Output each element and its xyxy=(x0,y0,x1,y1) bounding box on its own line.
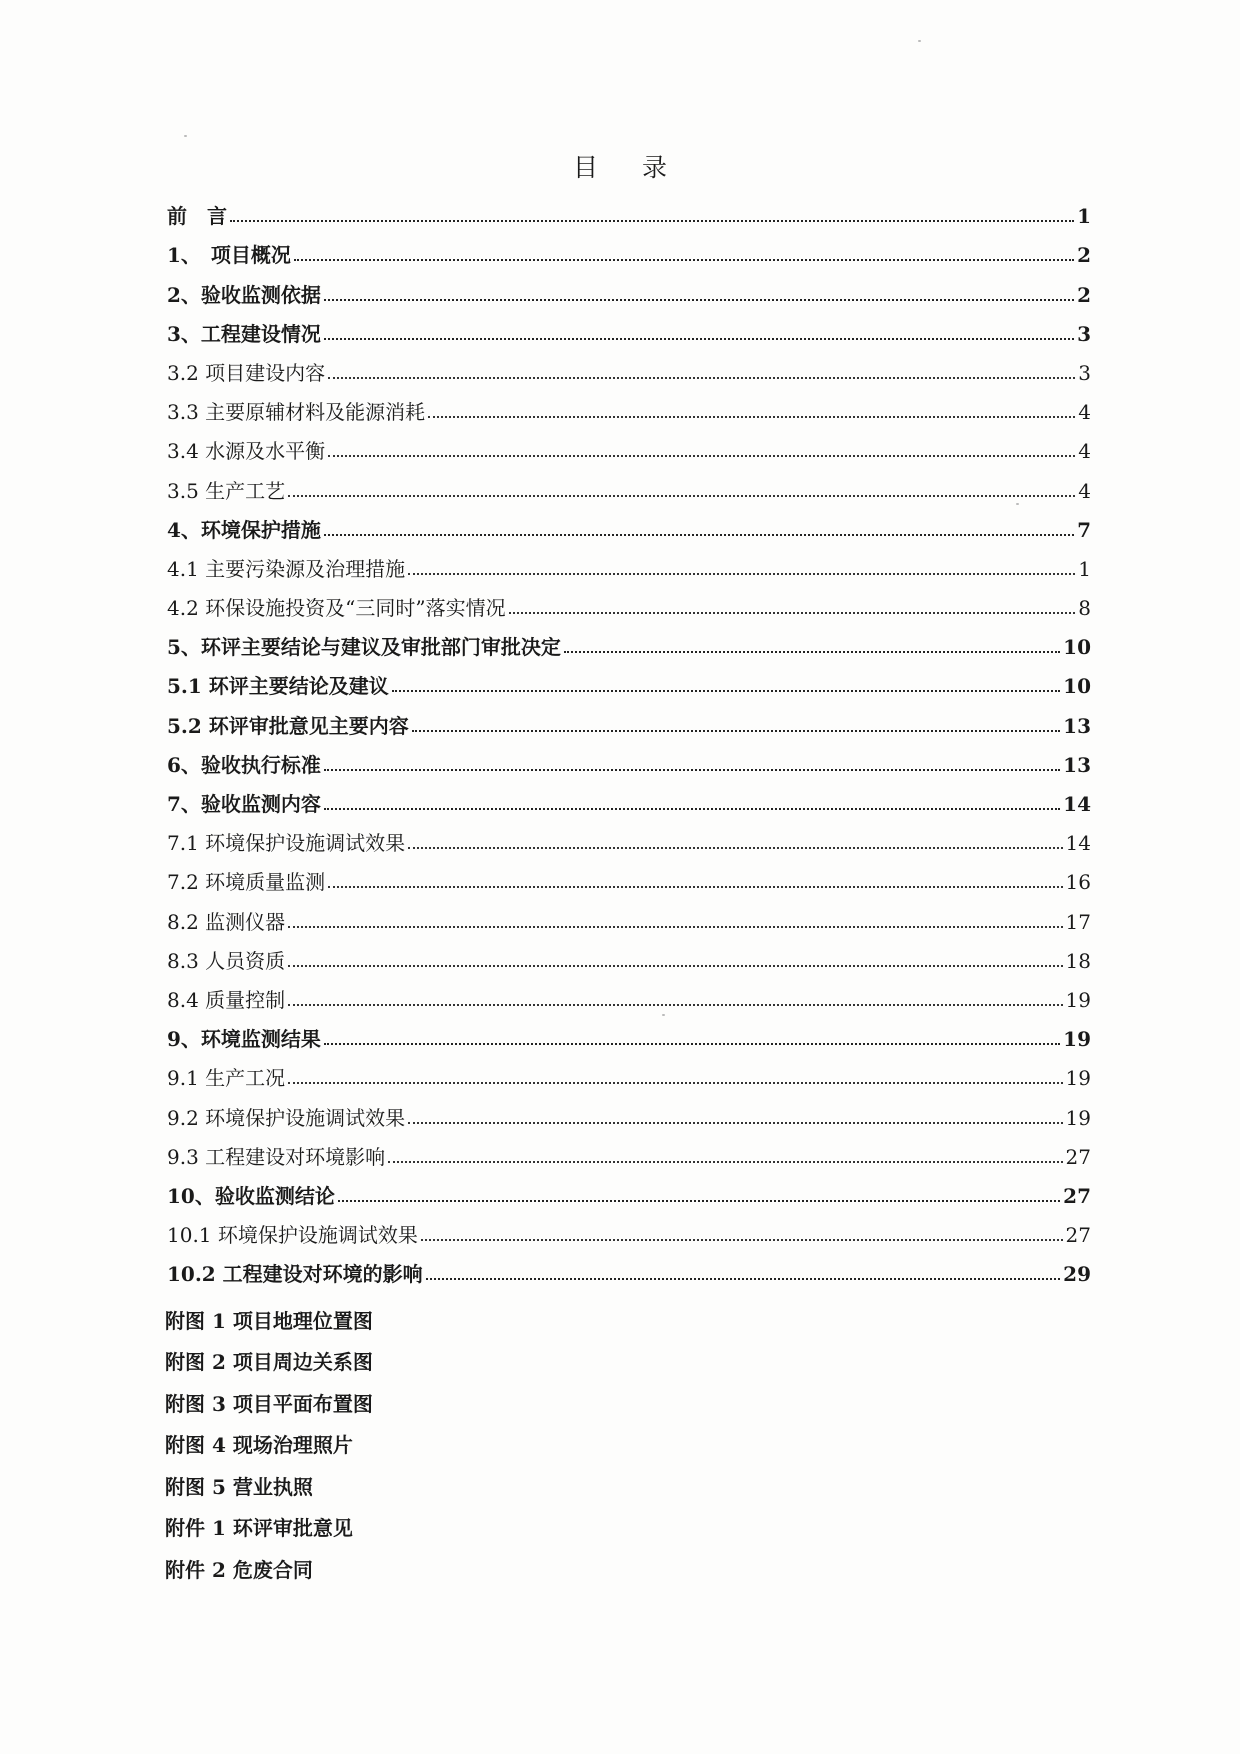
toc-entry-page: 1 xyxy=(1077,204,1091,229)
dot-leader xyxy=(408,573,1075,575)
toc-entry[interactable] xyxy=(167,425,1091,464)
dot-leader xyxy=(230,220,1074,222)
toc-entry-label: 8.4 质量控制 xyxy=(167,987,286,1012)
dot-leader xyxy=(564,651,1060,653)
dot-leader xyxy=(288,1082,1062,1084)
toc-entry-label: 1、 项目概况 xyxy=(167,243,291,268)
appendix-item[interactable]: 附件 1 环评审批意见 xyxy=(165,1516,353,1540)
toc-entry-label: 9.1 生产工况 xyxy=(167,1066,286,1091)
toc-entry-label: 4.2 环保设施投资及“三同时”落实情况 xyxy=(167,596,506,621)
toc-entry[interactable] xyxy=(167,1209,1091,1248)
dot-leader xyxy=(328,377,1075,379)
toc-entry[interactable] xyxy=(167,739,1091,778)
dot-leader xyxy=(324,534,1074,536)
toc-entry-page: 29 xyxy=(1063,1262,1091,1287)
scan-speck xyxy=(1016,503,1019,505)
toc-entry[interactable] xyxy=(167,935,1091,974)
appendix-item[interactable]: 附图 5 营业执照 xyxy=(165,1474,313,1499)
toc-entry[interactable] xyxy=(167,1052,1091,1091)
dot-leader xyxy=(288,1004,1062,1006)
toc-entry-label: 6、验收执行标准 xyxy=(167,752,321,777)
dot-leader xyxy=(408,847,1062,849)
toc-entry-page: 27 xyxy=(1063,1183,1091,1208)
toc-entry-page: 27 xyxy=(1065,1223,1091,1248)
toc-entry-label: 4.1 主要污染源及治理措施 xyxy=(167,556,406,581)
dot-leader xyxy=(421,1239,1063,1241)
appendix-item[interactable]: 附图 2 项目周边关系图 xyxy=(165,1350,373,1374)
toc-entry-page: 13 xyxy=(1063,752,1091,777)
toc-entry-page: 14 xyxy=(1063,792,1091,816)
toc-entry-label: 10.1 环境保护设施调试效果 xyxy=(167,1223,418,1248)
toc-entry[interactable] xyxy=(167,504,1091,543)
toc-entry-label: 9.2 环境保护设施调试效果 xyxy=(167,1105,406,1130)
dot-leader xyxy=(324,769,1060,771)
scan-speck xyxy=(184,135,187,137)
toc-entry[interactable] xyxy=(167,190,1091,229)
toc-entry-label: 2、验收监测依据 xyxy=(167,282,321,307)
toc-entry-page: 18 xyxy=(1065,948,1091,973)
dot-leader xyxy=(328,886,1062,888)
toc-entry[interactable] xyxy=(167,464,1091,503)
dot-leader xyxy=(324,338,1074,340)
toc-entry[interactable] xyxy=(167,229,1091,268)
appendix-list xyxy=(165,1292,373,1583)
dot-leader xyxy=(412,730,1060,732)
dot-leader xyxy=(428,416,1075,418)
toc-entry-label: 9.3 工程建设对环境影响 xyxy=(167,1144,386,1169)
toc-entry[interactable] xyxy=(167,1248,1091,1287)
dot-leader xyxy=(294,259,1074,261)
toc-entry-page: 19 xyxy=(1065,1105,1091,1130)
toc-entry-label: 5、环评主要结论与建议及审批部门审批决定 xyxy=(167,635,561,660)
toc-entry[interactable] xyxy=(167,660,1091,699)
toc-entry[interactable] xyxy=(167,974,1091,1013)
toc-entry-page: 19 xyxy=(1065,987,1091,1012)
toc-entry-page: 27 xyxy=(1065,1144,1091,1169)
toc-entry-label: 7、验收监测内容 xyxy=(167,792,321,816)
dot-leader xyxy=(509,612,1076,614)
dot-leader xyxy=(324,299,1074,301)
toc-entry[interactable] xyxy=(167,856,1091,895)
scan-speck xyxy=(918,40,921,42)
toc-entry-page: 16 xyxy=(1065,870,1091,895)
toc-entry-page: 3 xyxy=(1078,360,1091,385)
dot-leader xyxy=(288,965,1062,967)
toc-entry-page: 4 xyxy=(1078,400,1091,425)
toc-entry-page: 10 xyxy=(1063,635,1091,660)
toc-entry-label: 前 言 xyxy=(167,204,227,229)
table-of-contents xyxy=(167,190,1091,1287)
toc-entry-page: 14 xyxy=(1065,831,1091,856)
page-title: 目 录 xyxy=(573,153,685,182)
toc-entry-page: 2 xyxy=(1077,243,1091,268)
toc-entry-page: 13 xyxy=(1063,713,1091,738)
toc-entry-page: 10 xyxy=(1063,674,1091,699)
toc-entry-page: 3 xyxy=(1077,321,1091,346)
dot-leader xyxy=(328,455,1075,457)
toc-entry[interactable] xyxy=(167,817,1091,856)
toc-entry[interactable] xyxy=(167,1170,1091,1209)
toc-entry[interactable] xyxy=(167,308,1091,347)
toc-entry[interactable] xyxy=(167,895,1091,934)
toc-entry[interactable] xyxy=(167,1091,1091,1130)
toc-entry-page: 2 xyxy=(1077,282,1091,307)
dot-leader xyxy=(338,1200,1060,1202)
toc-entry-label: 3.3 主要原辅材料及能源消耗 xyxy=(167,400,426,425)
toc-entry-label: 8.2 监测仪器 xyxy=(167,909,286,934)
toc-entry[interactable] xyxy=(167,1131,1091,1170)
toc-entry-page: 17 xyxy=(1065,909,1091,934)
toc-entry[interactable] xyxy=(167,543,1091,582)
dot-leader xyxy=(288,495,1075,497)
toc-entry-label: 9、环境监测结果 xyxy=(167,1027,321,1052)
dot-leader xyxy=(408,1122,1062,1124)
toc-entry-label: 3.5 生产工艺 xyxy=(167,478,286,503)
dot-leader xyxy=(392,690,1060,692)
toc-entry[interactable] xyxy=(167,582,1091,621)
toc-entry[interactable] xyxy=(167,699,1091,738)
toc-entry-label: 3.2 项目建设内容 xyxy=(167,360,326,385)
toc-entry[interactable] xyxy=(167,268,1091,307)
appendix-item[interactable]: 附图 4 现场治理照片 xyxy=(165,1433,353,1457)
toc-entry-label: 10、验收监测结论 xyxy=(167,1183,335,1208)
toc-entry-label: 3.4 水源及水平衡 xyxy=(167,439,326,464)
scan-speck xyxy=(662,1014,665,1016)
dot-leader xyxy=(288,926,1062,928)
toc-entry-label: 7.1 环境保护设施调试效果 xyxy=(167,831,406,856)
toc-entry[interactable] xyxy=(167,386,1091,425)
dot-leader xyxy=(324,1043,1060,1045)
appendix-item[interactable]: 附件 2 危废合同 xyxy=(165,1557,313,1582)
appendix-item[interactable]: 附图 1 项目地理位置图 xyxy=(165,1308,373,1333)
toc-entry[interactable] xyxy=(167,621,1091,660)
dot-leader xyxy=(388,1161,1062,1163)
dot-leader xyxy=(324,808,1060,810)
toc-entry-label: 5.2 环评审批意见主要内容 xyxy=(167,713,409,738)
toc-entry-page: 7 xyxy=(1077,517,1091,542)
toc-entry-page: 1 xyxy=(1078,556,1091,581)
toc-entry[interactable] xyxy=(167,1013,1091,1052)
dot-leader xyxy=(426,1278,1060,1280)
toc-entry-page: 8 xyxy=(1078,596,1091,621)
toc-entry-page: 19 xyxy=(1065,1066,1091,1091)
toc-entry-page: 19 xyxy=(1063,1027,1091,1052)
toc-entry[interactable] xyxy=(167,778,1091,817)
toc-entry-label: 5.1 环评主要结论及建议 xyxy=(167,674,389,699)
toc-entry-label: 7.2 环境质量监测 xyxy=(167,870,326,895)
toc-entry-label: 8.3 人员资质 xyxy=(167,948,286,973)
toc-entry-page: 4 xyxy=(1078,439,1091,464)
toc-entry-label: 3、工程建设情况 xyxy=(167,321,321,346)
toc-entry-label: 4、环境保护措施 xyxy=(167,517,321,542)
toc-entry-page: 4 xyxy=(1078,478,1091,503)
appendix-item[interactable]: 附图 3 项目平面布置图 xyxy=(165,1391,373,1416)
toc-entry[interactable] xyxy=(167,347,1091,386)
toc-entry-label: 10.2 工程建设对环境的影响 xyxy=(167,1262,423,1287)
